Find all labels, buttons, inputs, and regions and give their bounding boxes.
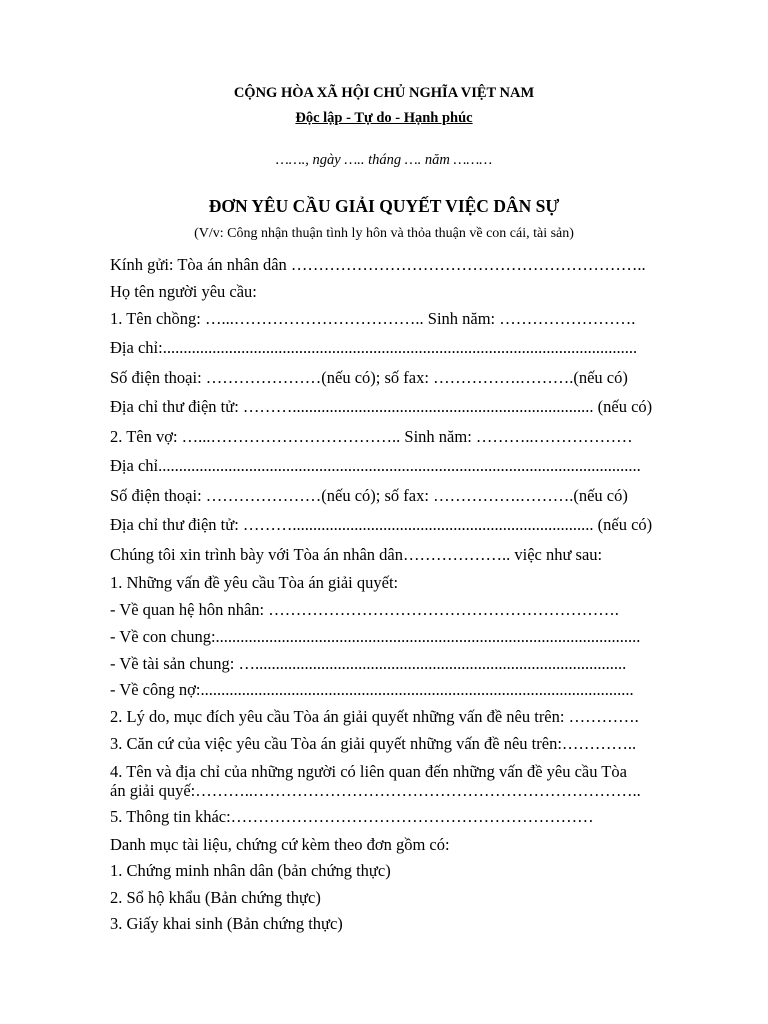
husband-name-line: 1. Tên chồng: …...…………………………….. Sinh năm: ……………………. [110, 309, 636, 328]
children-line: - Về con chung:....................................................................................................... [110, 627, 641, 646]
reason-line: 2. Lý do, mục đích yêu cầu Tòa án giải quyết những vấn đề nêu trên: …………. [110, 707, 639, 726]
recipient-line: Kính gửi: Tòa án nhân dân ……………………………………………………….. [110, 255, 646, 274]
attachment-item: 3. Giấy khai sinh (Bản chứng thực) [110, 914, 343, 933]
related-persons-line: 4. Tên và địa chỉ của những người có liên quan đến những vấn đề yêu cầu Tòa [110, 762, 627, 781]
related-persons-line-cont: án giải quyế:………..…………………………………………………………….. [110, 781, 641, 800]
basis-line: 3. Căn cứ của việc yêu cầu Tòa án giải quyết những vấn đề nêu trên:………….. [110, 734, 637, 753]
husband-email-line: Địa chỉ thư điện tử: ………......................................................................... (nếu có) [110, 397, 653, 416]
attachments-heading: Danh mục tài liệu, chứng cứ kèm theo đơn gồm có: [110, 835, 450, 854]
husband-phone-line: Số điện thoại: …………………(nếu có); số fax: …………….……….(nếu có) [110, 368, 628, 387]
wife-phone-line: Số điện thoại: …………………(nếu có); số fax: …………….……….(nếu có) [110, 486, 628, 505]
form-title: ĐƠN YÊU CẦU GIẢI QUYẾT VIỆC DÂN SỰ [208, 196, 560, 216]
issues-heading: 1. Những vấn đề yêu cầu Tòa án giải quyết: [110, 573, 399, 592]
debt-line: - Về công nợ:......................................................................................................... [110, 680, 634, 699]
marriage-line: - Về quan hệ hôn nhân: ………………………………………………………. [110, 600, 619, 619]
motto: Độc lập - Tự do - Hạnh phúc [295, 110, 473, 126]
form-subtitle: (V/v: Công nhận thuận tình ly hôn và thỏa thuận về con cái, tài sản) [194, 226, 574, 241]
attachment-item: 2. Sổ hộ khẩu (Bản chứng thực) [110, 888, 321, 907]
husband-address-line: Địa chỉ:................................................................................................................... [110, 338, 638, 357]
presentation-line: Chúng tôi xin trình bày với Tòa án nhân dân……………….. việc như sau: [110, 545, 603, 564]
other-info-line: 5. Thông tin khác:………………………………………………………… [110, 807, 594, 826]
property-line: - Về tài sản chung: ….......................................................................................... [110, 654, 627, 673]
wife-address-line: Địa chỉ..................................................................................................................... [110, 456, 641, 475]
date-line: ……., ngày ….. tháng …. năm ……… [275, 152, 493, 168]
requester-heading: Họ tên người yêu cầu: [110, 282, 257, 301]
wife-name-line: 2. Tên vợ: …...…………………………….. Sinh năm: ………..……………… [110, 427, 633, 446]
attachment-item: 1. Chứng minh nhân dân (bản chứng thực) [110, 861, 391, 880]
wife-email-line: Địa chỉ thư điện tử: ………......................................................................... (nếu có) [110, 515, 653, 534]
nation-heading: CỘNG HÒA XÃ HỘI CHỦ NGHĨA VIỆT NAM [233, 85, 535, 101]
